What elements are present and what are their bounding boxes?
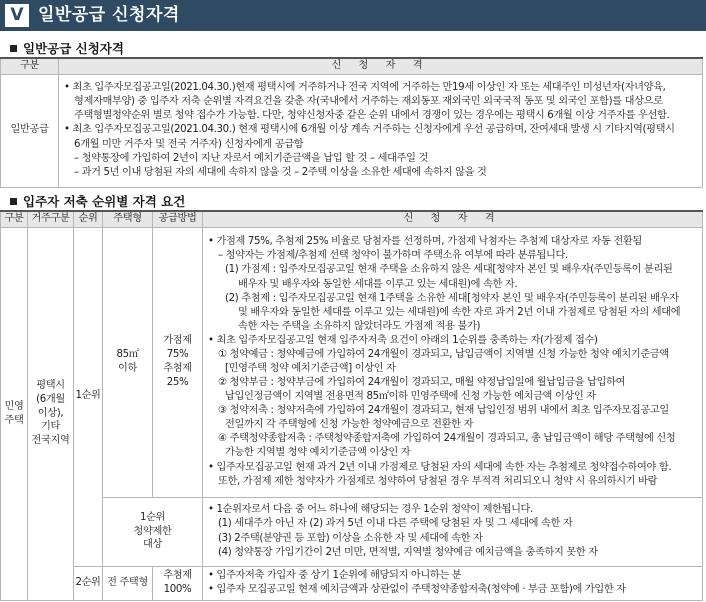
residence-label: 평택시 (6개월 이상), 기타 전국지역 — [28, 227, 74, 600]
qual-line: 6개월 미만 거주자 및 전국 거주자) 신청자에게 공급함 — [74, 138, 304, 150]
qual-line: • 최초 입주자모집공고일(2021.04.30.) 현재 평택시에 6개월 이상 계속 거주하는 신청자에게 우선 공급하며, 잔여세대 발생 시 기타지역(평택시 — [64, 124, 675, 136]
qual-line: 납입인정금액이 지역별 전용면적 85㎡이하 민영주택에 신청 가능한 예치금액 이상인 자 — [225, 391, 596, 403]
table-row — [1, 566, 703, 600]
square-bullet-icon — [10, 198, 17, 205]
qual-line: 또한, 가점제 제한 청약자가 가점제로 청약하여 당첨된 경우 부적격 처리되오니 청약 시 유의하시기 바람 — [218, 475, 658, 487]
table-row — [1, 227, 703, 497]
title-bar — [0, 0, 706, 31]
qual-line: ① 청약예금 : 청약예금에 가입하여 24개월이 경과되고, 납입금액이 지역별 신청 가능한 청약 예치기준금액 — [218, 348, 669, 360]
savings-rank-table — [0, 210, 703, 601]
qual-line: 전일까지 각 주택형에 신청 가능한 청약예금으로 전환한 자 — [225, 419, 474, 431]
table-row — [1, 497, 703, 566]
page-title: 일반공급 신청자격 — [38, 5, 180, 25]
qual-line: 가능한 지역별 청약 예치기준금액 이상인 자 — [225, 447, 411, 459]
supply-method-label: 가점제 75% 추첨제 25% — [153, 227, 203, 497]
qualification-cell — [59, 74, 703, 187]
qual-line: – 청약통장에 가입하여 2년이 지난 자로서 예치기준금액을 납입 할 것 – 세대주일 것 — [74, 152, 428, 164]
square-bullet-icon — [10, 45, 17, 52]
table-row — [1, 74, 703, 187]
rank1-qualification-cell — [203, 227, 703, 497]
qual-line: (3) 2주택(분양권 등 포함) 이상을 소유한 자 및 세대에 속한 자 — [218, 532, 483, 544]
section1-heading — [10, 39, 124, 57]
rank1-label: 1순위 — [74, 227, 103, 566]
qual-line: ② 청약부금 : 청약부금에 가입하여 24개월이 경과되고, 매월 약정납입일에 월납입금을 납입하여 — [218, 377, 626, 389]
qual-line: (1) 세대주가 아닌 자 (2) 과거 5년 이내 다른 주택에 당첨된 자 및 그 세대에 속한 자 — [218, 518, 573, 530]
header-qualification: 신 청 자 격 — [59, 58, 703, 74]
header-residence: 거주구분 — [28, 211, 74, 227]
qual-line: 형제자매부양) 중 입주자 저축 순위별 자격요건을 갖춘 자(국내에서 거주하는 재외동포 재외국민 외국국적 동포 및 외국인 포함)를 대상으로 — [74, 96, 663, 108]
qual-line: 주택형별청약순위 별로 청약 접수가 가능함. 다만, 청약신청자중 같은 순위 내에서 경쟁이 있는 경우에는 평택시 6개월 이상 거주자를 우선함. — [74, 110, 670, 122]
header-rank: 순위 — [74, 211, 103, 227]
restriction-qualification-cell — [203, 497, 703, 566]
qual-line: 배우자 및 배우자와 동일한 세대를 이루고 있는 세대원)에 속한 자. — [238, 278, 518, 290]
qual-line: (4) 청약통장 가입기간이 2년 미만, 면적별, 지역별 청약예금 예치금액을 충족하지 못한 자 — [218, 546, 598, 558]
housing-size-label: 전 주택형 — [103, 566, 153, 600]
qual-line: • 최초 입주자모집공고일(2021.04.30.)현재 평택시에 거주하거나 전국 지역에 거주하는 만19세 이상인 자 또는 세대주인 미성년자(자녀양육, — [64, 82, 666, 94]
qual-line: – 과거 5년 이내 당첨된 자의 세대에 속하지 않을 것 – 2주택 이상을 소유한 세대에 속하지 않을 것 — [74, 166, 487, 178]
qual-line: • 1순위자로서 다음 중 어느 하나에 해당되는 경우 1순위 청약이 제한됩니다. — [208, 504, 533, 516]
qual-line: ④ 주택청약종합저축 : 주택청약종합저축에 가입하여 24개월이 경과되고, 총 납입금액이 해당 주택형에 신청 — [218, 433, 676, 445]
header-housing-type: 주택형 — [103, 211, 153, 227]
private-housing-label: 민영 주택 — [1, 227, 28, 600]
qual-line: • 가점제 75%, 추첨제 25% 비율로 당첨자를 선정하며, 가점제 낙첨자는 추첨제 대상자로 자동 전환됨 — [208, 236, 642, 248]
table-header-row — [1, 58, 703, 74]
qual-line: 속한 자는 주택을 소유하지 않았더라도 가점제 적용 불가) — [238, 320, 481, 332]
general-supply-table — [0, 57, 703, 188]
qual-line: 및 배우자와 동일한 세대를 이루고 있는 세대원)에 속한 자로 과거 2년 이내 가점제로 당첨된 자의 세대에 — [238, 306, 681, 318]
header-type: 구분 — [1, 211, 28, 227]
rank2-label: 2순위 — [74, 566, 103, 600]
header-qualification: 신 청 자 격 — [203, 211, 703, 227]
qual-line: (2) 추첨제 : 입주자모집공고일 현재 1주택을 소유한 세대[청약자 본인 및 배우자(주민등록이 분리된 배우자 — [225, 292, 679, 304]
section2-heading — [10, 192, 185, 210]
qual-line: – 청약자는 가점제/추첨제 선택 청약이 불가하며 주택소유 여부에 따라 분류됩니다. — [218, 250, 568, 262]
section-number-badge: V — [5, 4, 29, 27]
supply-method-label: 추첨제 100% — [153, 566, 203, 600]
qual-line: • 입주자모집공고일 현재 과거 2년 이내 가점제로 당첨된 자의 세대에 속한 자는 추첨제로 청약접수하여야 함. — [208, 461, 672, 473]
qual-line: ③ 청약저축 : 청약저축에 가입하여 24개월이 경과되고, 현재 납입인정 범위 내에서 최초 입주자모집공고일 — [218, 405, 669, 417]
qual-line: • 입주자 모집공고일 현재 예치금액과 상관없이 주택청약종합저축(청약예 · 부금 포함)에 가입한 자 — [208, 584, 626, 595]
rank2-qualification-cell — [203, 566, 703, 600]
qual-line: • 최초 입주자모집공고일 현재 입주자저축 요건이 아래의 1순위를 충족하는 자(가점제 접수) — [208, 334, 598, 346]
header-supply-method: 공급방법 — [153, 211, 203, 227]
header-type: 구분 — [1, 58, 59, 74]
restriction-label: 1순위 청약제한 대상 — [103, 497, 203, 566]
section2-heading-text: 입주자 저축 순위별 자격 요건 — [23, 194, 186, 209]
section1-heading-text: 일반공급 신청자격 — [23, 41, 124, 56]
qual-line: (1) 가점제 : 입주자모집공고일 현재 주택을 소유하지 않은 세대[청약자 본인 및 배우자(주민등록이 분리된 — [225, 264, 673, 276]
qual-line: [민영주택 청약 예치기준금액] 이상인 자 — [225, 363, 396, 374]
housing-size-label: 85㎡ 이하 — [103, 227, 153, 497]
qual-line: • 입주자저축 가입자 중 상기 1순위에 해당되지 아니하는 분 — [208, 569, 462, 581]
table-header-row — [1, 211, 703, 227]
row-label-general-supply: 일반공급 — [1, 74, 59, 187]
